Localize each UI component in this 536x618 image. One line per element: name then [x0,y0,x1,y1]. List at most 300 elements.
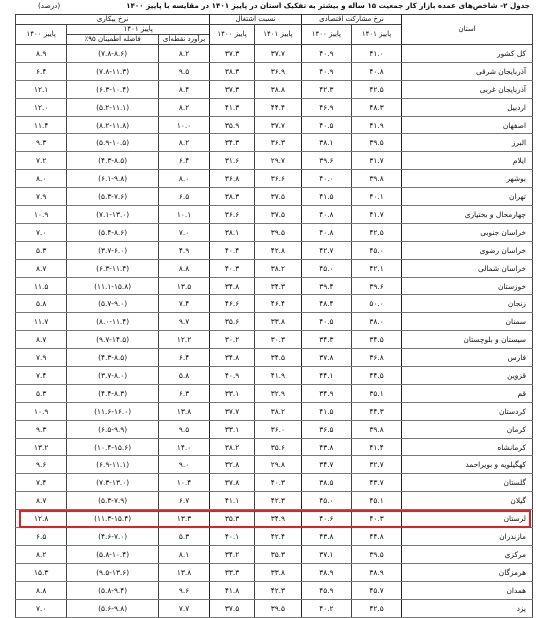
employment-1400-cell: ۳۸.۳ [210,62,255,80]
participation-1400-cell: ۴۸.۴ [301,295,351,313]
participation-1400-cell: ۴۰.۸ [301,223,351,241]
unemployment-point-cell: ۹.۵ [158,62,209,80]
unemployment-1400-cell: ۹.۶ [16,456,67,474]
unemployment-1400-cell: ۸.۸ [16,581,67,599]
participation-1400-cell: ۳۸.۵ [301,474,351,492]
participation-1400-cell: ۳۷.۸ [301,349,351,367]
employment-1400-cell: ۳۸.۱ [210,223,255,241]
unemployment-point-cell: ۴.۹ [158,241,209,259]
table-row [16,45,533,63]
unemployment-1400-cell: ۷.۰ [16,223,67,241]
province-cell: کرمان [402,420,533,438]
unemployment-point-cell: ۷.۰ [158,223,209,241]
employment-1400-cell: ۴۱.۱ [210,492,255,510]
unemployment-ci-cell: (۹.۵-۱۳.۶) [67,563,159,581]
unemployment-1400-cell: ۱۲.۰ [16,98,67,116]
table-row [16,402,533,420]
table-row [16,241,533,259]
participation-1400-cell: ۴۶.۹ [301,98,351,116]
province-cell: زنجان [402,295,533,313]
header-participation: نرخ مشارکت اقتصادی [301,15,401,25]
unemployment-ci-cell: (۷.۸-۸.۶) [67,45,159,63]
province-cell: قم [402,384,533,402]
table-row [16,223,533,241]
participation-1401-cell: ۴۲.۵ [351,80,401,98]
unemployment-ci-cell: (۵.۶-۹.۸) [67,599,159,617]
header-confidence-interval: فاصله اطمینان ۹۵٪ [67,35,159,45]
table-row [16,420,533,438]
employment-1400-cell: ۴۰.۱ [210,528,255,546]
participation-1400-cell: ۴۰.۲ [301,599,351,617]
employment-1400-cell: ۳۷.۳ [210,45,255,63]
table-row [16,563,533,581]
province-cell: سمنان [402,313,533,331]
province-cell: مرکزی [402,545,533,563]
participation-1401-cell: ۳۱.۷ [351,152,401,170]
unemployment-point-cell: ۶.۷ [158,492,209,510]
province-cell: اصفهان [402,116,533,134]
employment-1400-cell: ۳۶.۸ [210,170,255,188]
employment-1401-cell: ۴۲.۴ [254,528,301,546]
employment-1401-cell: ۲۹.۷ [254,152,301,170]
participation-1401-cell: ۴۱.۹ [351,116,401,134]
province-cell: خوزستان [402,277,533,295]
unemployment-ci-cell: (۵.۳-۷.۶) [67,188,159,206]
table-row [16,206,533,224]
unemployment-point-cell: ۸.۲ [158,45,209,63]
employment-1400-cell: ۳۸.۳ [210,188,255,206]
unemployment-point-cell: ۱۰.۴ [158,474,209,492]
participation-1400-cell: ۴۴.۱ [301,367,351,385]
employment-1401-cell: ۳۴.۹ [254,510,301,528]
employment-1400-cell: ۴۰.۴ [210,241,255,259]
province-cell: یزد [402,599,533,617]
employment-1401-cell: ۴۲.۳ [254,581,301,599]
unemployment-ci-cell: (۶.۹-۱۱.۱) [67,456,159,474]
table-row [16,384,533,402]
employment-1400-cell: ۳۴.۳ [210,134,255,152]
employment-1400-cell: ۳۰.۲ [210,331,255,349]
participation-1401-cell: ۳۶.۸ [351,349,401,367]
unemployment-ci-cell: (۶.۳-۱۰.۴) [67,80,159,98]
table-row [16,188,533,206]
employment-1400-cell: ۳۷.۳ [210,80,255,98]
table-row [16,331,533,349]
unemployment-ci-cell: (۸.۰-۱۱.۴) [67,313,159,331]
participation-1400-cell: ۴۱.۵ [301,188,351,206]
unemployment-1400-cell: ۶.۴ [16,62,67,80]
unemployment-1400-cell: ۱۱.۵ [16,277,67,295]
employment-1401-cell: ۲۹.۸ [254,456,301,474]
participation-1400-cell: ۴۲.۳ [301,80,351,98]
unemployment-1400-cell: ۱۱.۷ [16,313,67,331]
table-row [16,134,533,152]
employment-1400-cell: ۳۷.۵ [210,599,255,617]
participation-1401-cell: ۴۲.۵ [351,223,401,241]
employment-1400-cell: ۳۳.۳ [210,563,255,581]
participation-1401-cell: ۴۰.۳ [351,510,401,528]
table-row [16,367,533,385]
province-cell: کردستان [402,402,533,420]
header-unemployment-1400: پاییز ۱۴۰۰ [16,25,67,45]
employment-1400-cell: ۳۳.۱ [210,420,255,438]
participation-1401-cell: ۴۰.۸ [351,62,401,80]
employment-1400-cell: ۳۷.۷ [210,402,255,420]
unemployment-ci-cell: (۵.۹-۱۰.۵) [67,134,159,152]
province-cell: لرستان [402,510,533,528]
employment-1400-cell: ۳۴.۲ [210,545,255,563]
participation-1400-cell: ۴۰.۵ [301,313,351,331]
participation-1401-cell: ۳۹.۶ [351,277,401,295]
unemployment-1400-cell: ۱۰.۹ [16,402,67,420]
participation-1401-cell: ۳۹.۵ [351,545,401,563]
employment-1401-cell: ۳۷.۵ [254,206,301,224]
employment-1401-cell: ۳۳.۸ [254,563,301,581]
unemployment-ci-cell: (۶.۳-۱۱.۴) [67,259,159,277]
unemployment-point-cell: ۷.۴ [158,295,209,313]
province-cell: سیستان و بلوچستان [402,331,533,349]
employment-1401-cell: ۳۲.۹ [254,384,301,402]
participation-1401-cell: ۳۸.۰ [351,313,401,331]
header-participation-1401: پاییز ۱۴۰۱ [351,25,401,45]
employment-1401-cell: ۳۹.۵ [254,599,301,617]
table-row [16,528,533,546]
participation-1401-cell: ۴۴.۸ [351,528,401,546]
employment-1401-cell: ۳۶.۹ [254,62,301,80]
unemployment-1400-cell: ۷.۲ [16,152,67,170]
unemployment-1400-cell: ۶.۵ [16,528,67,546]
employment-1401-cell: ۳۵.۶ [254,438,301,456]
unemployment-ci-cell: (۷.۱-۱۳.۰) [67,206,159,224]
header-employment-1400: پاییز ۱۴۰۰ [210,25,255,45]
unemployment-1400-cell: ۱۵.۳ [16,563,67,581]
employment-1401-cell: ۳۵.۳ [254,545,301,563]
employment-1400-cell: ۳۷.۸ [210,474,255,492]
unemployment-point-cell: ۹.۷ [158,313,209,331]
unemployment-1400-cell: ۵.۳ [16,384,67,402]
header-employment-1401: پاییز ۱۴۰۱ [254,25,301,45]
table-row [16,510,533,528]
employment-1401-cell: ۳۶.۶ [254,170,301,188]
employment-1401-cell: ۳۹.۵ [254,223,301,241]
unemployment-ci-cell: (۱۱.۳-۱۵.۴) [67,510,159,528]
participation-1400-cell: ۴۳.۸ [301,438,351,456]
participation-1400-cell: ۴۰.۸ [301,206,351,224]
unemployment-ci-cell: (۱۰.۴-۱۵.۶) [67,438,159,456]
participation-1401-cell: ۴۵.۷ [351,581,401,599]
unemployment-ci-cell: (۷.۳-۱۳.۰) [67,474,159,492]
employment-1400-cell: ۳۸.۲ [210,438,255,456]
table-body [16,45,533,618]
employment-1401-cell: ۳۸.۲ [254,259,301,277]
table-row [16,474,533,492]
unemployment-ci-cell: (۵.۲-۱۱.۱) [67,98,159,116]
labor-market-table [15,14,533,618]
unemployment-ci-cell: (۴.۳-۸.۵) [67,349,159,367]
participation-1400-cell: ۴۳.۸ [301,528,351,546]
unemployment-point-cell: ۱۴.۰ [158,438,209,456]
participation-1401-cell: ۴۴.۳ [351,402,401,420]
participation-1401-cell: ۴۸.۳ [351,98,401,116]
unemployment-point-cell: ۵.۸ [158,367,209,385]
participation-1400-cell: ۴۲.۷ [301,241,351,259]
employment-1400-cell: ۳۵.۳ [210,510,255,528]
participation-1401-cell: ۳۸.۹ [351,563,401,581]
participation-1400-cell: ۳۹.۴ [301,277,351,295]
unemployment-ci-cell: (۹.۷-۱۴.۵) [67,331,159,349]
unemployment-1400-cell: ۹.۳ [16,134,67,152]
province-cell: فارس [402,349,533,367]
unemployment-ci-cell: (۴.۶-۷.۰) [67,528,159,546]
participation-1401-cell: ۳۴.۵ [351,331,401,349]
participation-1400-cell: ۳۴.۳ [301,331,351,349]
table-row [16,599,533,617]
unemployment-1400-cell: ۸.۷ [16,259,67,277]
participation-1401-cell: ۴۴.۵ [351,367,401,385]
unemployment-ci-cell: (۴.۴-۸.۳) [67,384,159,402]
participation-1400-cell: ۴۰.۵ [301,116,351,134]
participation-1400-cell: ۳۶.۵ [301,420,351,438]
province-cell: همدان [402,581,533,599]
table-row [16,313,533,331]
employment-1400-cell: ۳۵.۹ [210,116,255,134]
table-row [16,98,533,116]
employment-1400-cell: ۴۰.۹ [210,367,255,385]
employment-1400-cell: ۴۰.۳ [210,259,255,277]
employment-1401-cell: ۳۸.۸ [254,80,301,98]
participation-1401-cell: ۳۹.۸ [351,170,401,188]
unemployment-1400-cell: ۵.۳ [16,241,67,259]
participation-1401-cell: ۴۵.۰ [351,241,401,259]
employment-1400-cell: ۴۶.۶ [210,295,255,313]
unemployment-point-cell: ۸.۰ [158,170,209,188]
table-row [16,438,533,456]
header-unemployment-1401: پاییز ۱۴۰۱ [67,25,210,35]
unemployment-1400-cell: ۸.۹ [16,45,67,63]
unemployment-point-cell: ۷.۷ [158,599,209,617]
participation-1401-cell: ۴۲.۵ [351,599,401,617]
employment-1401-cell: ۳۴.۳ [254,277,301,295]
unemployment-1400-cell: ۵.۸ [16,295,67,313]
participation-1401-cell: ۳۵.۱ [351,384,401,402]
employment-1400-cell: ۳۳.۱ [210,384,255,402]
province-cell: ایلام [402,152,533,170]
table-row [16,259,533,277]
unemployment-ci-cell: (۵.۳-۷.۹) [67,492,159,510]
province-cell: خراسان رضوی [402,241,533,259]
unemployment-point-cell: ۶.۳ [158,384,209,402]
unemployment-point-cell: ۶.۴ [158,349,209,367]
participation-1400-cell: ۳۸.۹ [301,563,351,581]
table-row [16,62,533,80]
employment-1401-cell: ۴۴.۴ [254,98,301,116]
unemployment-ci-cell: (۷.۸-۱۱.۳) [67,62,159,80]
province-cell: اردبیل [402,98,533,116]
employment-1401-cell: ۳۶.۰ [254,420,301,438]
province-cell: چهارمحال و بختیاری [402,206,533,224]
participation-1400-cell: ۳۴.۷ [301,456,351,474]
employment-1400-cell: ۳۱.۶ [210,152,255,170]
participation-1400-cell: ۴۵.۰ [301,259,351,277]
unemployment-point-cell: ۶.۴ [158,152,209,170]
participation-1400-cell: ۳۴.۹ [301,384,351,402]
unemployment-point-cell: ۱۳.۸ [158,563,209,581]
unemployment-point-cell: ۱۳.۸ [158,402,209,420]
unemployment-point-cell: ۸.۱ [158,545,209,563]
unemployment-point-cell: ۶.۵ [158,188,209,206]
participation-1400-cell: ۴۱.۵ [301,402,351,420]
unemployment-point-cell: ۱۳.۵ [158,277,209,295]
province-cell: کل کشور [402,45,533,63]
province-cell: بوشهر [402,170,533,188]
employment-1401-cell: ۳۷.۷ [254,45,301,63]
unemployment-ci-cell: (۳.۷-۸.۰) [67,367,159,385]
employment-1401-cell: ۴۰.۳ [254,474,301,492]
province-cell: گلستان [402,474,533,492]
participation-1401-cell: ۵۰.۰ [351,295,401,313]
participation-1401-cell: ۴۲.۱ [351,259,401,277]
table-title: جدول ۲- شاخص‌های عمده بازار کار جمعیت ۱۵ ساله و بیشتر به تفکیک استان در پاییز ۱۴۰۱ در مقایسه با پاییز ۱۴۰۰ [126,1,530,10]
unemployment-point-cell: ۹.۰ [158,456,209,474]
table-row [16,349,533,367]
unemployment-point-cell: ۹.۵ [158,420,209,438]
participation-1401-cell: ۴۱.۰ [351,45,401,63]
header-province: استان [402,15,533,45]
employment-1401-cell: ۳۷.۵ [254,188,301,206]
employment-1400-cell: ۴۱.۸ [210,581,255,599]
unemployment-point-cell: ۱۳.۳ [158,510,209,528]
table-row [16,545,533,563]
unemployment-1400-cell: ۷.۴ [16,474,67,492]
table-row [16,277,533,295]
unemployment-point-cell: ۸.۲ [158,134,209,152]
province-cell: خراسان جنوبی [402,223,533,241]
unemployment-point-cell: ۸.۴ [158,80,209,98]
participation-1400-cell: ۳۸.۱ [301,134,351,152]
employment-1401-cell: ۴۲.۸ [254,241,301,259]
unemployment-ci-cell: (۵.۸-۱۰.۴) [67,545,159,563]
employment-1400-cell: ۳۴.۸ [210,277,255,295]
unemployment-1400-cell: ۸.۷ [16,492,67,510]
table-row [16,492,533,510]
unemployment-ci-cell: (۵.۷-۹.۰) [67,295,159,313]
employment-1400-cell: ۳۶.۶ [210,206,255,224]
unemployment-1400-cell: ۱۳.۲ [16,438,67,456]
header-unemployment: نرخ بیکاری [16,15,210,25]
unemployment-1400-cell: ۱۱.۴ [16,116,67,134]
province-cell: گیلان [402,492,533,510]
province-cell: کهگیلویه و بویراحمد [402,456,533,474]
employment-1400-cell: ۳۵.۶ [210,313,255,331]
participation-1400-cell: ۴۵.۹ [301,581,351,599]
table-row [16,170,533,188]
employment-1401-cell: ۳۷.۷ [254,116,301,134]
table-row [16,152,533,170]
unemployment-point-cell: ۵.۳ [158,528,209,546]
header-point-estimate: برآورد نقطه‌ای [158,35,209,45]
employment-1401-cell: ۴۶.۴ [254,295,301,313]
unemployment-ci-cell: (۵.۸-۹.۴) [67,581,159,599]
participation-1400-cell: ۴۵.۰ [301,492,351,510]
employment-1401-cell: ۴۲.۳ [254,492,301,510]
participation-1401-cell: ۴۱.۷ [351,206,401,224]
employment-1401-cell: ۳۶.۳ [254,134,301,152]
employment-1401-cell: ۳۰.۳ [254,331,301,349]
unemployment-1400-cell: ۱۰.۹ [16,206,67,224]
province-cell: قزوین [402,367,533,385]
employment-1401-cell: ۳۸.۲ [254,402,301,420]
participation-1400-cell: ۴۰.۰ [301,170,351,188]
province-cell: البرز [402,134,533,152]
province-cell: مازندران [402,528,533,546]
employment-1400-cell: ۳۲.۸ [210,456,255,474]
participation-1401-cell: ۴۰.۱ [351,188,401,206]
province-cell: هرمزگان [402,563,533,581]
employment-1400-cell: ۳۴.۸ [210,349,255,367]
unemployment-1400-cell: ۸.۲ [16,545,67,563]
province-cell: خراسان شمالی [402,259,533,277]
unemployment-point-cell: ۱۰.۰ [158,116,209,134]
unemployment-1400-cell: ۱۲.۸ [16,510,67,528]
unemployment-point-cell: ۸.۲ [158,98,209,116]
participation-1401-cell: ۴۵.۱ [351,492,401,510]
participation-1400-cell: ۳۹.۶ [301,152,351,170]
province-cell: آذربایجان شرقی [402,62,533,80]
unemployment-1400-cell: ۷.۰ [16,599,67,617]
unemployment-ci-cell: (۱۱.۶-۱۶.۰) [67,402,159,420]
unemployment-ci-cell: (۳.۷-۶.۰) [67,241,159,259]
unemployment-ci-cell: (۱۱.۱-۱۵.۸) [67,277,159,295]
employment-1401-cell: ۴۱.۹ [254,367,301,385]
unemployment-1400-cell: ۸.۰ [16,170,67,188]
unemployment-ci-cell: (۸.۲-۱۱.۸) [67,116,159,134]
unemployment-1400-cell: ۷.۴ [16,367,67,385]
table-row [16,581,533,599]
unemployment-ci-cell: (۶.۵-۹.۹) [67,420,159,438]
unemployment-point-cell: ۹.۶ [158,581,209,599]
unemployment-1400-cell: ۸.۷ [16,331,67,349]
unit-label: (درصد) [38,1,61,10]
participation-1401-cell: ۴۳.۷ [351,474,401,492]
table-row [16,116,533,134]
header-participation-1400: پاییز ۱۴۰۰ [301,25,351,45]
unemployment-point-cell: ۱۲.۲ [158,331,209,349]
unemployment-ci-cell: (۴.۳-۸.۵) [67,152,159,170]
participation-1400-cell: ۴۰.۹ [301,62,351,80]
participation-1401-cell: ۳۹.۸ [351,420,401,438]
table-row [16,456,533,474]
unemployment-point-cell: ۸.۸ [158,259,209,277]
table-row [16,295,533,313]
province-cell: آذربایجان غربی [402,80,533,98]
unemployment-ci-cell: (۵.۴-۸.۶) [67,223,159,241]
participation-1400-cell: ۴۰.۹ [301,45,351,63]
participation-1401-cell: ۴۱.۴ [351,438,401,456]
unemployment-1400-cell: ۱۲.۱ [16,80,67,98]
participation-1401-cell: ۳۲.۷ [351,456,401,474]
participation-1400-cell: ۳۷.۱ [301,545,351,563]
unemployment-1400-cell: ۷.۹ [16,188,67,206]
unemployment-1400-cell: ۷.۹ [16,349,67,367]
employment-1401-cell: ۳۳.۸ [254,313,301,331]
header-employment: نسبت اشتغال [210,15,302,25]
employment-1400-cell: ۴۱.۳ [210,98,255,116]
participation-1400-cell: ۴۰.۶ [301,510,351,528]
province-cell: تهران [402,188,533,206]
unemployment-1400-cell: ۹.۳ [16,420,67,438]
employment-1401-cell: ۳۴.۵ [254,349,301,367]
province-cell: کرمانشاه [402,438,533,456]
